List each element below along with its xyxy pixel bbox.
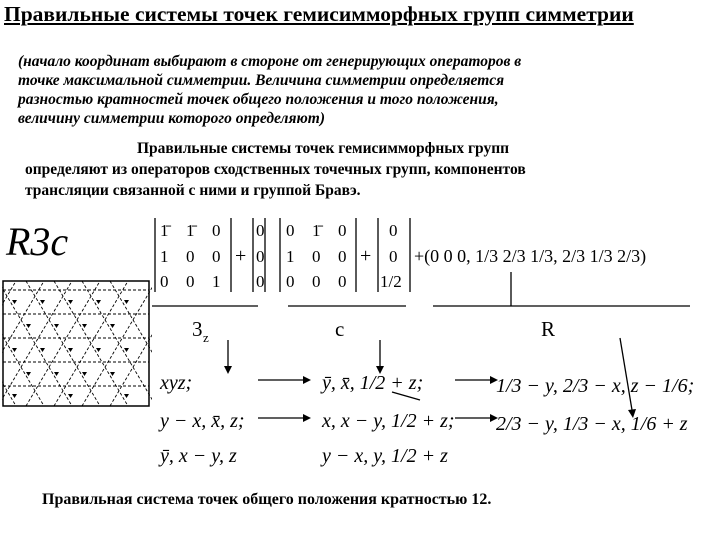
rule-line: Правильные системы точек гемисимморфных групп [137,140,510,157]
coord-1-2: y − x, x̄, z; [160,410,245,432]
m1-a13: 0 [212,221,221,240]
footer-text: Правильная система точек общего положения кратностью 12. [42,491,492,508]
m1-a21: 1 [160,247,169,266]
note-line: (начало координат выбирают в стороне от генерирующих операторов в [18,53,522,70]
coord-2-3: y − x, y, 1/2 + z [322,445,448,467]
operator-symbol: + [235,245,247,267]
m2-t3: 1/2 [380,272,402,291]
m2-a21: 1 [286,247,295,266]
rule-line: трансляции связанной с ними и группой Бравэ. [25,182,361,199]
coord-2-2: x, x − y, 1/2 + z; [322,410,455,432]
operator-symbol: + [360,245,372,267]
m2-a23: 0 [338,247,347,266]
m2-a12: 1̄ [312,221,321,240]
m1-a23: 0 [212,247,221,266]
coord-3-1: 1/3 − y, 2/3 − x, z − 1/6; [496,375,695,397]
page-title: Правильные системы точек гемисимморфных групп симметрии [4,2,634,26]
note-line: точке максимальной симметрии. Величина симметрии определяется [18,72,505,89]
operator-label-r: R [541,317,556,341]
m1-a33: 1 [212,272,221,291]
m1-a32: 0 [186,272,195,291]
m1-t3: 0 [256,272,265,291]
m1-a31: 0 [160,272,169,291]
note-line: разностью кратностей точек общего положения и того положения, [18,91,499,108]
note-line: величину симметрии которого определяют) [18,110,325,127]
m2-a13: 0 [338,221,347,240]
m1-a12: 1̄ [186,221,195,240]
m1-a22: 0 [186,247,195,266]
m1-a11: 1̄ [160,221,169,240]
m1-t1: 0 [256,221,265,240]
coord-1-1: xyz; [160,372,193,394]
operator-subscript: z [203,330,209,345]
bravais-translations: +(0 0 0, 1/3 2/3 1/3, 2/3 1/3 2/3) [414,246,647,266]
operator-label-c: c [335,317,345,341]
m1-t2: 0 [256,247,265,266]
rule-line: определяют из операторов сходственных точечных групп, компонентов [25,161,526,178]
m2-a32: 0 [312,272,321,291]
coord-3-2: 2/3 − y, 1/3 − x, 1/6 + z [496,413,688,435]
coord-1-3: ȳ, x − y, z [160,445,237,467]
operator-label-3: 3 [192,317,203,341]
m2-a31: 0 [286,272,295,291]
space-group-symbol: R3c [6,219,69,264]
m2-t1: 0 [389,221,398,240]
m2-a22: 0 [312,247,321,266]
m2-a33: 0 [338,272,347,291]
coord-2-1: ȳ, x̄, 1/2 + z; [322,372,424,394]
m2-a11: 0 [286,221,295,240]
m2-t2: 0 [389,247,398,266]
